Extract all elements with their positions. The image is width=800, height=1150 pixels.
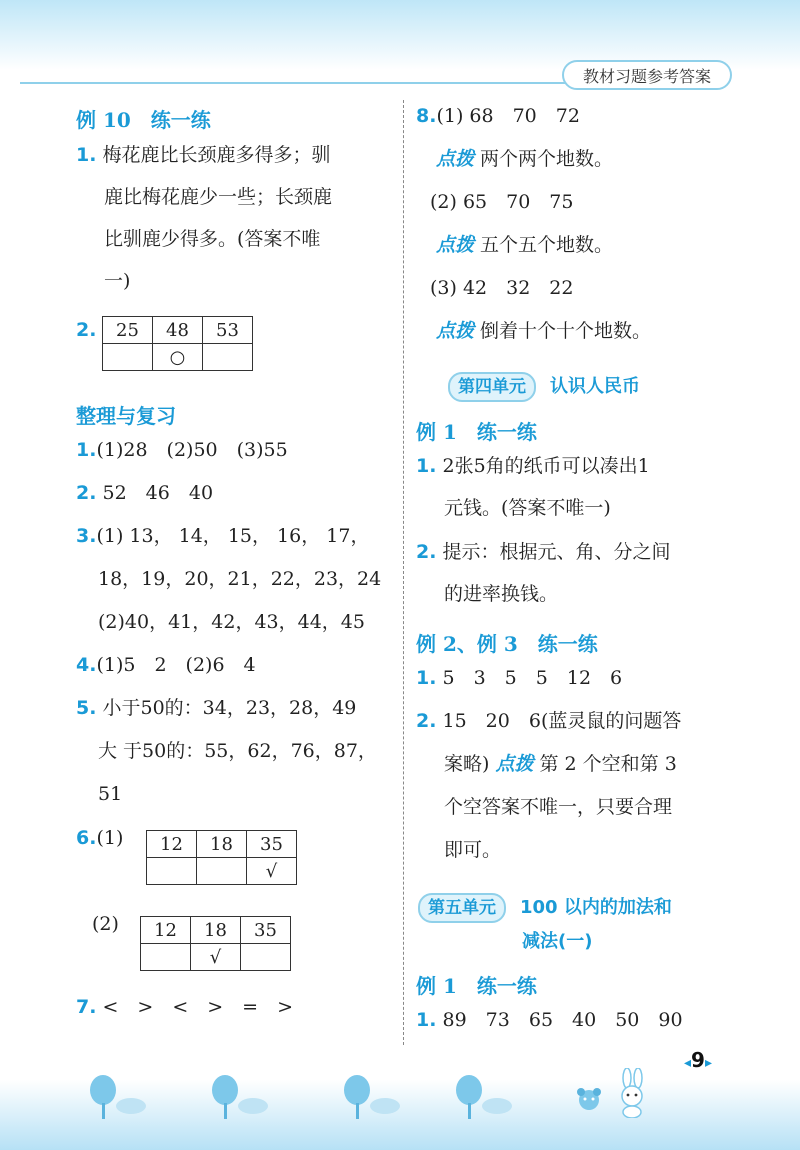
e1-text: 5 3 5 5 12 6 xyxy=(442,667,623,689)
r6-part1: (1) xyxy=(96,827,124,849)
page-number-value: 9 xyxy=(691,1048,705,1072)
r6-table1 xyxy=(146,830,297,885)
tip-label: 点拨 xyxy=(436,234,475,256)
bush-icon xyxy=(238,1098,268,1114)
tip-label: 点拨 xyxy=(495,753,534,775)
r2-text: 52 46 40 xyxy=(102,482,214,504)
r5-number: 5. xyxy=(76,697,97,719)
r4-text: (1)5 2 (2)6 4 xyxy=(96,654,256,676)
unit4-title: 认识人民币 xyxy=(550,376,640,397)
e2-line4: 即可。 xyxy=(444,839,502,861)
e2-text1: 15 20 6(蓝灵鼠的问题答 xyxy=(442,710,682,732)
e1-line xyxy=(416,666,622,690)
q8-tip1: 两个两个地数。 xyxy=(480,148,614,170)
r6-t2-check: √ xyxy=(191,944,241,971)
e1-number: 1. xyxy=(416,667,437,689)
unit4-heading xyxy=(448,372,640,402)
q8-tip1-line xyxy=(436,147,613,171)
tip-label: 点拨 xyxy=(436,148,475,170)
u4q1-line1 xyxy=(416,454,650,478)
q2-number xyxy=(76,318,96,342)
r5-line2: 大 于50的：55，62，76，87， xyxy=(98,740,377,762)
u4q1-number: 1. xyxy=(416,455,437,477)
q1-line2: 鹿比梅花鹿少一些；长颈鹿 xyxy=(104,186,333,208)
r3-line3: (2)40，41，42，43，44，45 xyxy=(98,611,365,633)
q2-cell: 53 xyxy=(203,317,253,344)
footer-band xyxy=(0,1080,800,1150)
r5-line1 xyxy=(76,696,356,720)
heading-u4-example23: 例 2、例 3 练一练 xyxy=(416,632,598,656)
heading-u5-example1: 例 1 练一练 xyxy=(416,974,537,998)
q2-cell-empty xyxy=(103,344,153,371)
q8-line1 xyxy=(416,104,580,128)
u4q1-text1: 2张5角的纸币可以凑出1 xyxy=(442,455,650,477)
q8-tip3-line xyxy=(436,319,651,343)
r3-number: 3. xyxy=(76,525,97,547)
r6-t2-cell: 18 xyxy=(191,917,241,944)
r6-label2: (2) xyxy=(92,913,119,935)
r7-text: < > < > = > xyxy=(102,996,294,1018)
r3-line1 xyxy=(76,524,369,548)
q8-line3: (3) 42 32 22 xyxy=(430,277,574,299)
q1-line1 xyxy=(76,143,331,167)
q8-answer1: (1) 68 70 72 xyxy=(436,105,580,127)
r3-line2: 18，19，20，21，22，23，24 xyxy=(98,568,382,590)
r6-t1-check: √ xyxy=(247,858,297,885)
u4q2-line1 xyxy=(416,540,671,564)
bush-icon xyxy=(116,1098,146,1114)
tree-icon xyxy=(212,1075,238,1105)
u4q2-number: 2. xyxy=(416,541,437,563)
r4-line xyxy=(76,653,256,677)
q2-num: 2. xyxy=(76,319,97,341)
heading-example-10: 例 10 练一练 xyxy=(76,108,211,132)
e2-line1 xyxy=(416,709,681,733)
unit5-title-line2: 减法(一) xyxy=(522,931,593,952)
r2-number: 2. xyxy=(76,482,97,504)
unit5-title-line1: 100 以内的加法和 xyxy=(520,897,672,918)
r7-line xyxy=(76,995,293,1019)
r6-t2-cell: 12 xyxy=(141,917,191,944)
r1-text: (1)28 (2)50 (3)55 xyxy=(96,439,288,461)
r1-number: 1. xyxy=(76,439,97,461)
q1-line4: 一) xyxy=(104,270,131,292)
q2-cell: 25 xyxy=(103,317,153,344)
r6-t1-cell: 12 xyxy=(147,831,197,858)
q2-table xyxy=(102,316,253,371)
header-line xyxy=(20,82,580,84)
q8-tip2-line xyxy=(436,233,613,257)
unit5-heading xyxy=(418,893,672,923)
r6-t1-cell: 35 xyxy=(247,831,297,858)
f1-number: 1. xyxy=(416,1009,437,1031)
e2-line2 xyxy=(444,752,677,776)
prev-arrow-icon: ◂ xyxy=(684,1055,692,1071)
q1-number: 1. xyxy=(76,144,97,166)
r3-text1: (1) 13， 14， 15， 16， 17， xyxy=(96,525,370,547)
bush-icon xyxy=(482,1098,512,1114)
q8-line2: (2) 65 70 75 xyxy=(430,191,574,213)
q2-cell: 48 xyxy=(153,317,203,344)
q8-number: 8. xyxy=(416,105,437,127)
u4q1-line2: 元钱。(答案不唯一) xyxy=(444,497,611,519)
r6-t1-empty xyxy=(147,858,197,885)
r6-t2-empty xyxy=(241,944,291,971)
r6-table2 xyxy=(140,916,291,971)
r6-t1-empty xyxy=(197,858,247,885)
r6-t2-cell: 35 xyxy=(241,917,291,944)
e2-tip: 第 2 个空和第 3 xyxy=(539,753,677,775)
f1-line xyxy=(416,1008,683,1032)
e2-number: 2. xyxy=(416,710,437,732)
u4q2-line2: 的进率换钱。 xyxy=(444,583,559,605)
r7-number: 7. xyxy=(76,996,97,1018)
q8-tip3: 倒着十个十个地数。 xyxy=(480,320,652,342)
bush-icon xyxy=(370,1098,400,1114)
r6-t2-empty xyxy=(141,944,191,971)
column-divider xyxy=(403,100,404,1045)
header-tag: 教材习题参考答案 xyxy=(562,60,732,90)
r2-line xyxy=(76,481,213,505)
bunny-icon xyxy=(612,1068,652,1118)
heading-review: 整理与复习 xyxy=(76,404,176,428)
r1-line xyxy=(76,438,288,462)
r6-t1-cell: 18 xyxy=(197,831,247,858)
q1-text1: 梅花鹿比长颈鹿多得多；驯 xyxy=(102,144,331,166)
tip-label: 点拨 xyxy=(436,320,475,342)
tree-icon xyxy=(456,1075,482,1105)
q2-circle-mark: ○ xyxy=(153,344,203,371)
heading-u4-example1: 例 1 练一练 xyxy=(416,420,537,444)
e2-line3: 个空答案不唯一，只要合理 xyxy=(444,796,673,818)
unit5-badge: 第五单元 xyxy=(418,893,506,923)
next-arrow-icon: ▸ xyxy=(704,1055,712,1071)
page-number xyxy=(684,1048,712,1072)
unit5-title-line2-wrap xyxy=(522,929,592,954)
r6-label1 xyxy=(76,826,123,850)
r5-line3: 51 xyxy=(98,783,123,805)
r6-number: 6. xyxy=(76,827,97,849)
tree-icon xyxy=(344,1075,370,1105)
r4-number: 4. xyxy=(76,654,97,676)
animal-icon xyxy=(572,1086,606,1116)
q8-tip2: 五个五个地数。 xyxy=(480,234,614,256)
e2-text2: 案略) xyxy=(444,753,490,775)
unit4-badge: 第四单元 xyxy=(448,372,536,402)
f1-text: 89 73 65 40 50 90 xyxy=(442,1009,683,1031)
q2-cell-empty xyxy=(203,344,253,371)
tree-icon xyxy=(90,1075,116,1105)
r5-text1: 小于50的：34，23，28，49 xyxy=(102,697,357,719)
q1-line3: 比驯鹿少得多。(答案不唯 xyxy=(104,228,321,250)
u4q2-text1: 提示：根据元、角、分之间 xyxy=(442,541,671,563)
